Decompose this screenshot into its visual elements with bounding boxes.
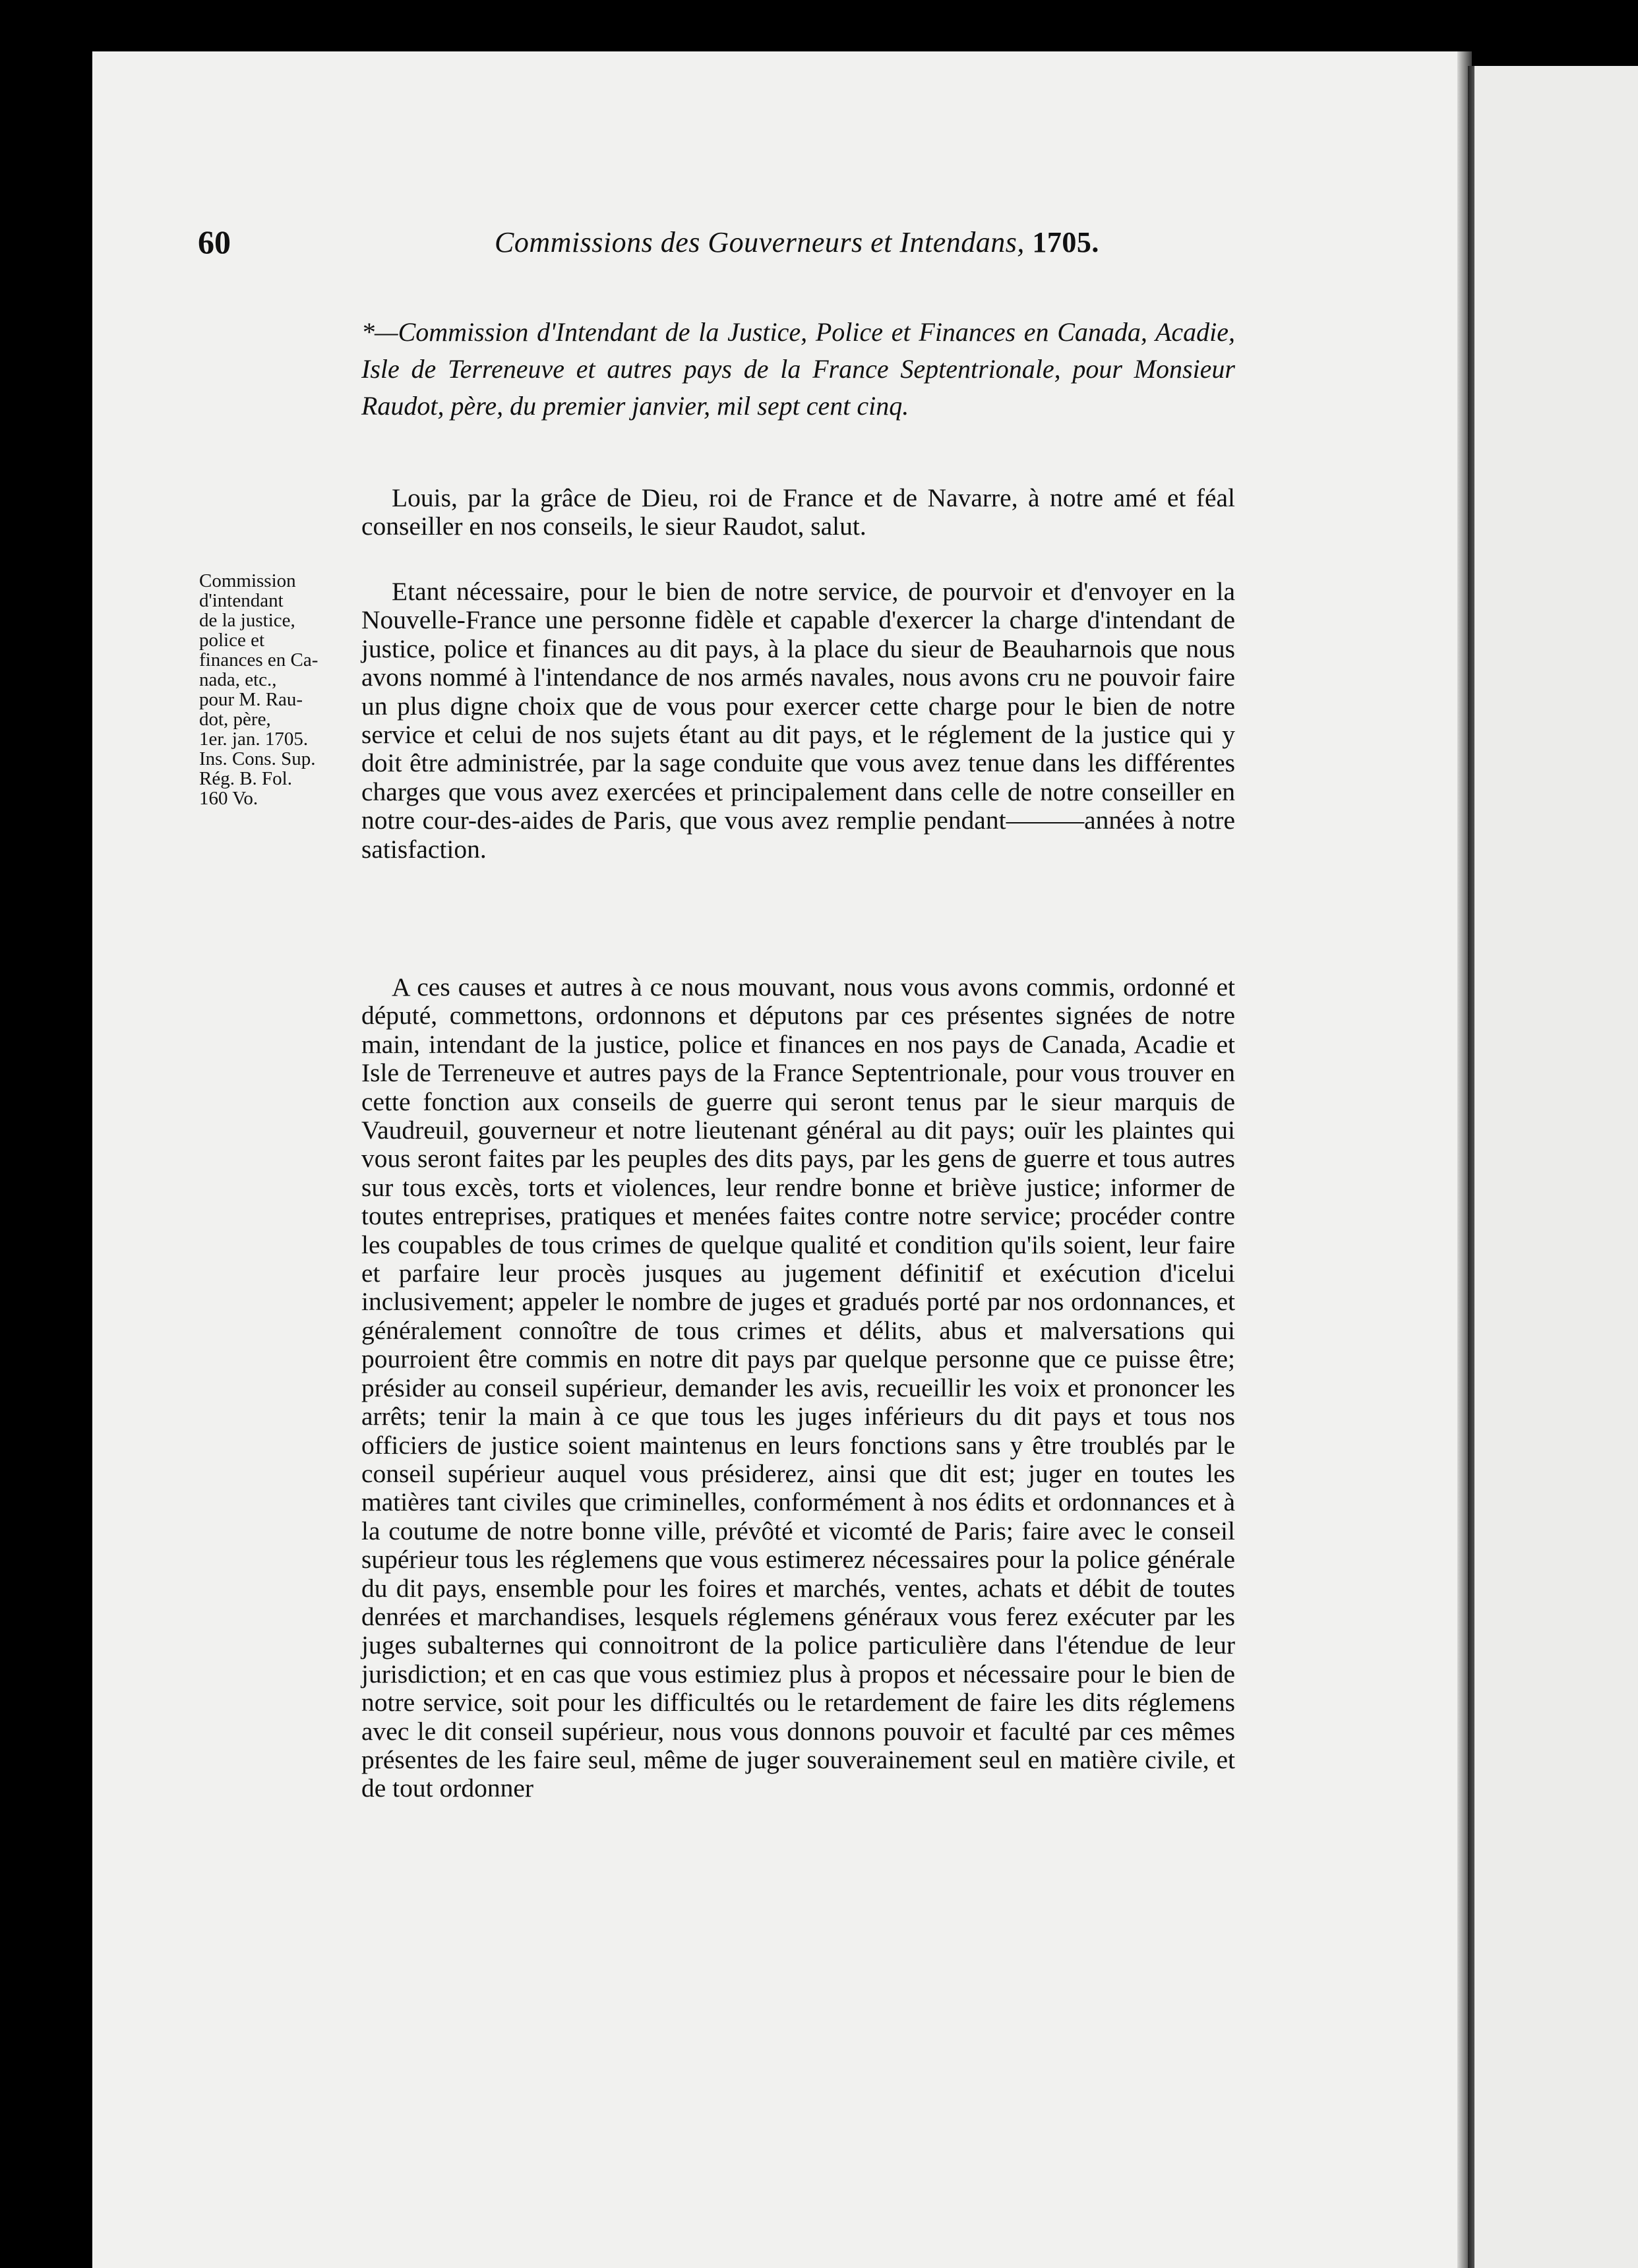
running-head-year: 1705.	[1032, 226, 1099, 258]
page-header	[198, 223, 1121, 269]
margin-note-line: 160 Vo.	[199, 788, 258, 809]
facing-page	[1474, 66, 1638, 2268]
margin-note-line: nada, etc.,	[199, 669, 277, 690]
paragraph-commission	[361, 973, 1235, 1803]
margin-note-line: Rég. B. Fol.	[199, 768, 292, 789]
paragraph-salutation	[361, 484, 1235, 541]
margin-note-line: dot, père,	[199, 709, 271, 730]
margin-note-line: 1er. jan. 1705.	[199, 729, 309, 750]
margin-note-line: Ins. Cons. Sup.	[199, 748, 316, 769]
paragraph: A ces causes et autres à ce nous mouvant, nous vous avons commis, ordonné et député, commettons, ordonnons et députons par ces présentes signées de notre main, intendant de la justice, police et finances en nos pays de Canada, Acadie et Isle de Terreneuve et autres pays de la France Septentrionale, pour vous trouver en cette fonction aux conseils de guerre qui seront tenus par le sieur marquis de Vaudreuil, gouverneur et notre lieutenant général au dit pays; ouïr les plaintes qui vous seront faites par les peuples des dits pays, par les gens de guerre et tous autres sur tous excès, torts et violences, leur rendre bonne et briève justice; informer de toutes entreprises, pratiques et menées faites contre notre service; procéder contre les coupables de tous crimes de quelque qualité et condition qu'ils soient, leur faire et parfaire leur procès jusques au jugement définitif et exécution d'icelui inclusivement; appeler le nombre de juges et gradués porté par nos ordonnances, et généralement connoître de tous crimes et délits, abus et malversations qui pourroient être commis en notre dit pays par quelque personne que ce puisse être; présider au conseil supérieur, demander les avis, recueillir les voix et prononcer les arrêts; tenir la main à ce que tous les juges inférieurs du dit pays et tous nos officiers de justice soient maintenus en leurs fonctions sans y être troublés par le conseil supérieur auquel vous présiderez, ainsi que dit est; juger en toutes les matières tant civiles que criminelles, conformément à nos édits et ordonnances et à la coutume de notre bonne ville, prévôté et vicomté de Paris; faire avec le conseil supérieur tous les réglemens que vous estimerez nécessaires pour la police générale du dit pays, ensemble pour les foires et marchés, ventes, achats et débit de toutes denrées et marchandises, lesquels réglemens généraux vous ferez exécuter par les juges subalternes qui connoitront de la police particulière dans l'étendue de leur jurisdiction; et en cas que vous estimiez plus à propos et nécessaire pour le bien de notre service, soit pour les difficultés ou le retardement de faire les dits réglemens avec le dit conseil supérieur, nous vous donnons pouvoir et faculté par ces mêmes présentes de les faire seul, même de juger souverainement seul en matière civile, et de tout ordonner	[361, 972, 1235, 1803]
margin-note-line: finances en Ca-	[199, 649, 318, 671]
paragraph: Etant nécessaire, pour le bien de notre service, de pourvoir et d'envoyer en la Nouvelle-France une personne fidèle et capable d'exercer la charge d'intendant de justice, police et finances au dit pays, à la place du sieur de Beauharnois que nous avons nommé à l'intendance de nos armés navales, nous avons cru ne pouvoir faire un plus digne choix que de vous pour exercer cette charge pour le bien de notre service et celui de nos sujets étant au dit pays, et le réglement de la justice qui y doit être administrée, par la sage conduite que vous avez tenue dans les différentes charges que vous avez exercées et principalement dans celle de notre conseiller en notre cour-des-aides de Paris, que vous avez remplie pendant———années à notre satisfaction.	[361, 577, 1235, 864]
margin-note-line: de la justice,	[199, 610, 295, 631]
margin-note-line: pour M. Rau-	[199, 689, 303, 710]
page-number: 60	[198, 224, 231, 260]
margin-note-line: police et	[199, 630, 265, 651]
running-head	[495, 225, 1099, 259]
margin-note-line: d'intendant	[199, 590, 284, 611]
margin-note-line: Commission	[199, 570, 296, 591]
paragraph: Louis, par la grâce de Dieu, roi de France et de Navarre, à notre amé et féal conseiller en nos conseils, le sieur Raudot, salut.	[361, 483, 1235, 541]
paragraph-preamble	[361, 578, 1235, 864]
document-title: *—Commission d'Intendant de la Justice, Police et Finances en Canada, Acadie, Isle de Terreneuve et autres pays de la France Septentrionale, pour Monsieur Raudot, père, du premier janvier, mil sept cent cinq.	[361, 317, 1235, 421]
margin-note	[199, 571, 351, 808]
running-head-text: Commissions des Gouverneurs et Intendans,	[495, 226, 1025, 258]
